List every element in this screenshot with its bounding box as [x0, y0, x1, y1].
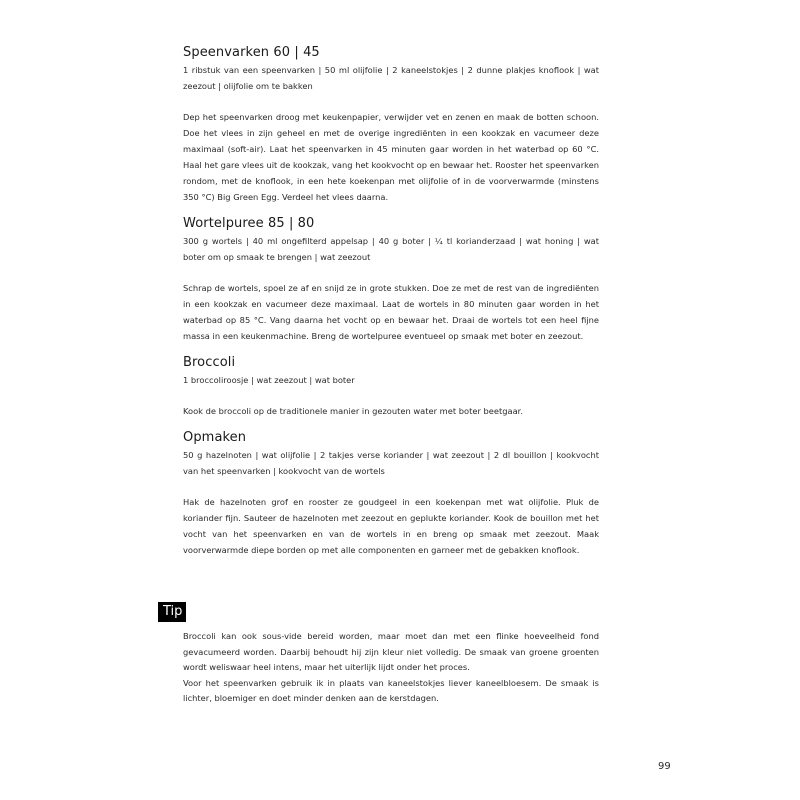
section-title: Speenvarken 60 | 45 [183, 45, 320, 60]
section-title: Opmaken [183, 430, 247, 445]
instructions-text: Schrap de wortels, spoel ze af en snijd ze in grote stukken. Doe ze met de rest van de ingrediënten in een kookzak en vacumeer deze maximaal. Laat de wortels in 80 minuten gaar worden in het waterbad op 85 °C. Vang daarna het vocht op en bewaar het. Draai de wortels tot een heel fijne massa in een keukenmachine. Breng de wortelpuree eventueel op smaak met boter en zeezout. [183, 283, 599, 341]
page-number: 99 [658, 761, 671, 772]
ingredients-list: 1 ribstuk van een speenvarken | 50 ml olijfolie | 2 kaneelstokjes | 2 dunne plakjes knoflook | wat zeezout | olijfolie om te bakken [183, 65, 599, 91]
ingredients-list: 1 broccoliroosje | wat zeezout | wat boter [183, 375, 355, 385]
ingredients-list: 300 g wortels | 40 ml ongefilterd appelsap | 40 g boter | ¼ tl korianderzaad | wat honing | wat boter om op smaak te brengen | wat zeezout [183, 236, 599, 262]
section-title: Wortelpuree 85 | 80 [183, 216, 315, 231]
tip-label: Tip [158, 602, 186, 622]
instructions-text: Kook de broccoli op de traditionele manier in gezouten water met boter beetgaar. [183, 406, 523, 416]
tip-body [183, 629, 599, 707]
instructions-text: Hak de hazelnoten grof en rooster ze goudgeel in een koekenpan met wat olijfolie. Pluk de koriander fijn. Sauteer de hazelnoten met zeezout en geplukte koriander. Kook de bouillon met het vocht van het speenvarken en van de wortels in en breng op smaak met zeezout. Maak voorverwarmde diepe borden op met alle componenten en garneer met de gebakken knoflook. [183, 497, 599, 555]
section-opmaken [183, 429, 599, 558]
instructions-text: Dep het speenvarken droog met keukenpapier, verwijder vet en zenen en maak de botten schoon. Doe het vlees in zijn geheel en met de overige ingrediënten in een kookzak en vacumeer deze maximaal (soft-air). Laat het speenvarken in 45 minuten gaar worden in het waterbad op 60 °C. Haal het gare vlees uit de kookzak, vang het kookvocht op en bewaar het. Rooster het speenvarken rondom, met de knoflook, in een hete koekenpan met olijfolie of in de voorverwarmde (minstens 350 °C) Big Green Egg. Verdeel het vlees daarna. [183, 112, 599, 202]
section-title: Broccoli [183, 355, 236, 370]
tip-header [158, 600, 186, 622]
section-broccoli [183, 354, 599, 419]
tip-paragraph: Broccoli kan ook sous-vide bereid worden, maar moet dan met een flinke hoeveelheid fond gevacumeerd worden. Daarbij behoudt hij zijn kleur niet volledig. De smaak van groene groenten wordt weliswaar heel intens, maar het uiterlijk lijdt onder het proces. [183, 631, 599, 672]
ingredients-list: 50 g hazelnoten | wat olijfolie | 2 takjes verse koriander | wat zeezout | 2 dl bouillon | kookvocht van het speenvarken | kookvocht van de wortels [183, 450, 599, 476]
section-wortelpuree [183, 215, 599, 344]
recipe-content [183, 44, 599, 568]
section-speenvarken [183, 44, 599, 205]
tip-paragraph: Voor het speenvarken gebruik ik in plaats van kaneelstokjes liever kaneelbloesem. De smaak is lichter, bloemiger en doet minder denken aan de kerstdagen. [183, 677, 599, 703]
